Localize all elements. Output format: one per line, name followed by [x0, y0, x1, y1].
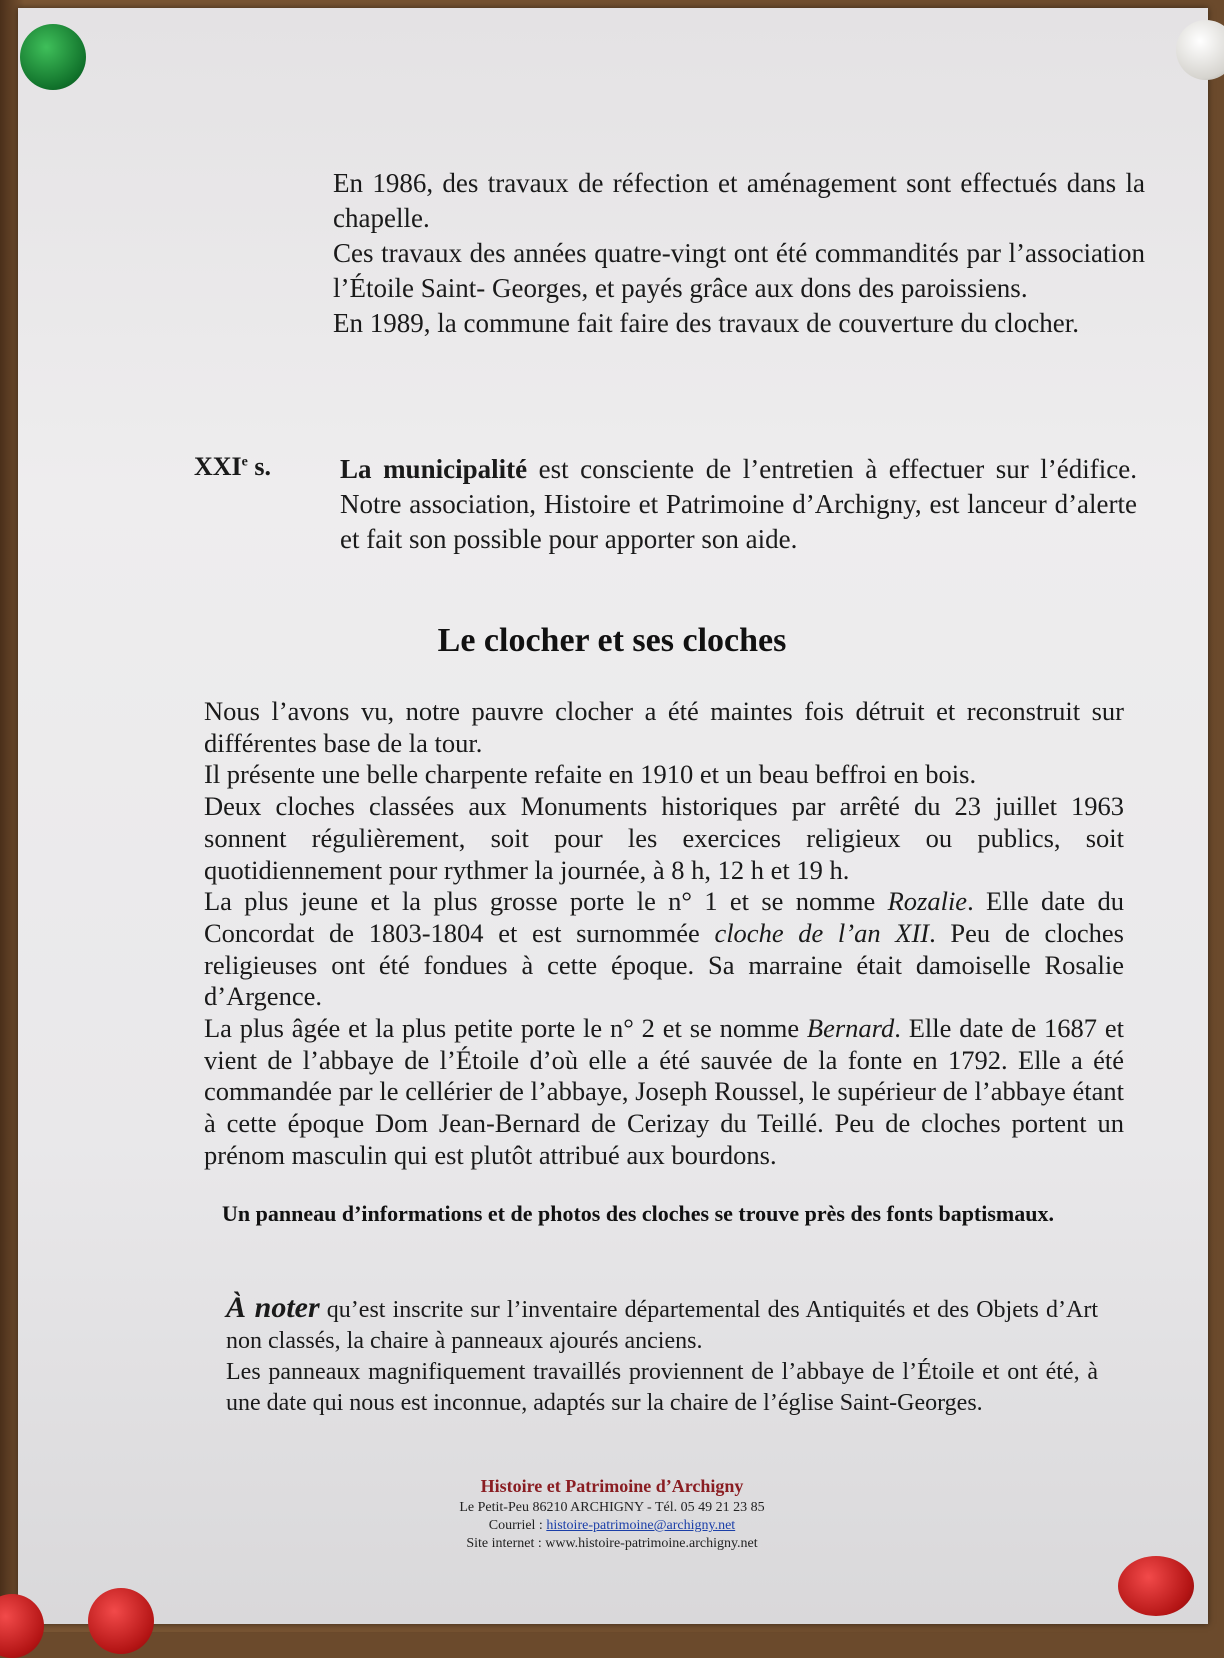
intro-paragraphs	[333, 166, 1145, 341]
footer-website[interactable]: Site internet : www.histoire-patrimoine.archigny.net	[466, 1536, 758, 1551]
paragraph-clocher: Nous l’avons vu, notre pauvre clocher a été maintes fois détruit et reconstruit sur différentes base de la tour.	[204, 696, 1124, 758]
footer-organization: Histoire et Patrimoine d’Archigny	[480, 1476, 744, 1496]
paragraph-1989: En 1989, la commune fait faire des travaux de couverture du clocher.	[333, 308, 1079, 338]
paragraph-deux-cloches: Deux cloches classées aux Monuments historiques par arrêté du 23 juillet 1963 sonnent régulièrement, soit pour les exercices religieux ou publics, soit quotidiennement pour rythmer la journée, à 8 h, 12 h et 19 h.	[204, 791, 1124, 885]
paragraph-bernard: La plus âgée et la plus petite porte le n° 2 et se nomme Bernard. Elle date de 1687 et vient de l’abbaye de l’Étoile d’où elle a été sauvée de la fonte en 1792. Elle a été commandée par le cellérier de l’abbaye, Joseph Roussel, le supérieur de l’abbaye étant à cette époque Dom Jean-Bernard de Cerizay du Teillé. Peu de cloches portent un prénom masculin qui est plutôt attribué aux bourdons.	[204, 1013, 1124, 1170]
a-noter-paragraphs	[226, 1292, 1098, 1419]
century-label: XXIe s.	[194, 452, 272, 481]
paragraph-rozalie: La plus jeune et la plus grosse porte le n° 1 et se nomme Rozalie. Elle date du Concordat de 1803-1804 et est surnommée cloche de l’an XII. Peu de cloches religieuses ont été fondues à cette époque. Sa marraine était damoiselle Rosalie d’Argence.	[204, 886, 1124, 1012]
red-pushpin-icon	[1118, 1556, 1194, 1616]
paragraph-1986: En 1986, des travaux de réfection et aménagement sont effectués dans la chapelle.	[333, 168, 1145, 233]
footer-email-line: Courriel : histoire-patrimoine@archigny.net	[488, 1518, 736, 1533]
green-pushpin-icon	[20, 24, 86, 90]
footer-email-link[interactable]: histoire-patrimoine@archigny.net	[546, 1518, 736, 1533]
paragraph-a-noter: À noter qu’est inscrite sur l’inventaire départemental des Antiquités et des Objets d’Art non classés, la chaire à panneaux ajourés anciens.	[226, 1291, 1098, 1354]
red-pushpin-icon	[88, 1588, 154, 1654]
municipalite-paragraph: La municipalité est consciente de l’entretien à effectuer sur l’édifice. Notre association, Histoire et Patrimoine d’Archigny, est lanceur d’alerte et fait son possible pour apporter son aide.	[340, 454, 1137, 554]
paragraph-panneaux: Les panneaux magnifiquement travaillés proviennent de l’abbaye de l’Étoile et ont été, à une date qui nous est inconnue, adaptés sur la chaire de l’église Saint-Georges.	[226, 1359, 1098, 1416]
panneau-note: Un panneau d’informations et de photos des cloches se trouve près des fonts baptismaux.	[222, 1201, 1054, 1226]
paragraph-quatre-vingt: Ces travaux des années quatre-vingt ont été commandités par l’association l’Étoile Saint- Georges, et payés grâce aux dons des paroissiens.	[333, 238, 1145, 303]
municipalite-bold: La municipalité	[340, 454, 528, 484]
section-title: Le clocher et ses cloches	[437, 622, 787, 659]
clocher-paragraphs	[204, 696, 1124, 1172]
footer	[0, 1473, 1224, 1553]
paragraph-charpente: Il présente une belle charpente refaite en 1910 et un beau beffroi en bois.	[204, 759, 977, 790]
a-noter-lead: À noter	[226, 1291, 320, 1324]
footer-address: Le Petit-Peu 86210 ARCHIGNY - Tél. 05 49 21 23 85	[459, 1500, 765, 1515]
